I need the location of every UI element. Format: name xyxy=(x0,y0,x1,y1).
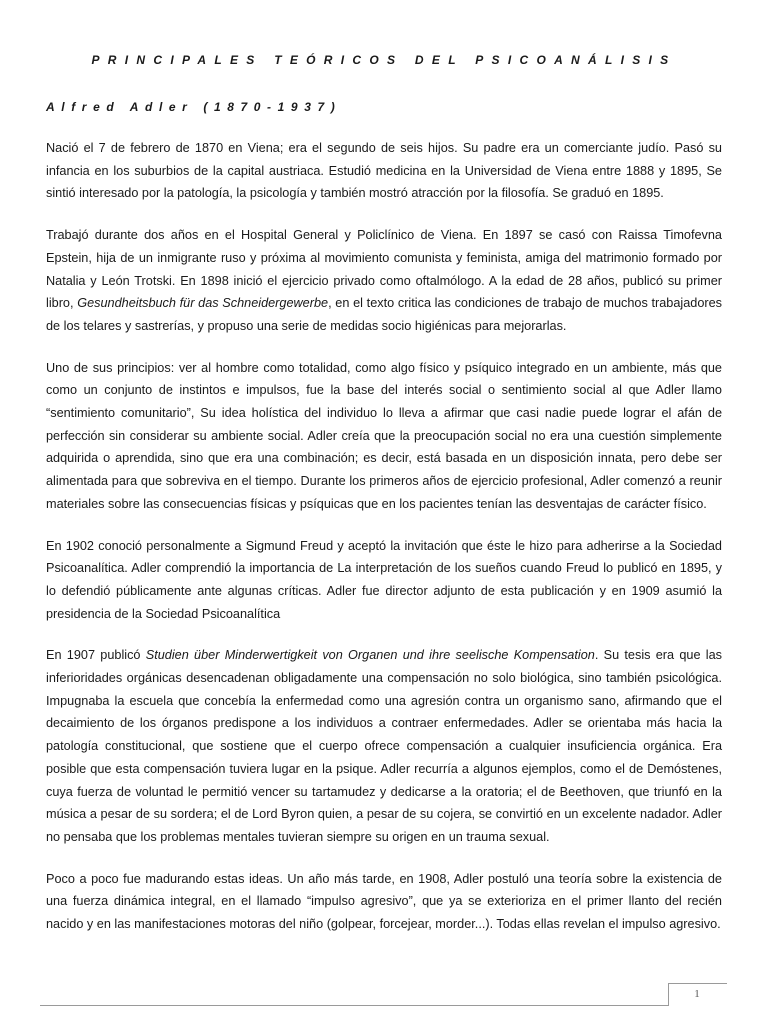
document-title: PRINCIPALES TEÓRICOS DEL PSICOANÁLISIS xyxy=(91,53,677,67)
paragraph-5 xyxy=(46,644,722,848)
paragraph-1: Nació el 7 de febrero de 1870 en Viena; era el segundo de seis hijos. Su padre era un comerciante judío. Pasó su infancia en los suburbios de la capital austriaca. Estudió medicina en la Universidad de Viena entre 1888 y 1895, Se sintió interesado por la patología, la psicología y también mostró atracción por la filosofía. Se graduó en 1895. xyxy=(46,141,722,201)
book-title: Gesundheitsbuch für das Schneidergewerbe xyxy=(77,296,329,311)
page-number: 1 xyxy=(694,988,700,1000)
book-title: Studien über Minderwertigkeit von Organen und ihre seelische Kompensation xyxy=(145,648,595,663)
section-heading: Alfred Adler (1870-1937) xyxy=(46,100,342,114)
footer-rule xyxy=(40,1005,668,1006)
paragraph-6: Poco a poco fue madurando estas ideas. Un año más tarde, en 1908, Adler postuló una teoría sobre la existencia de una fuerza dinámica integral, en el llamado “impulso agresivo”, que ya se exterioriza en el primer llanto del recién nacido y en las manifestaciones motoras del niño (golpear, forcejear, morder...). Todas ellas revelan el impulso agresivo. xyxy=(46,871,722,932)
paragraph-5-text-b: . Su tesis era que las inferioridades orgánicas desencadenan obligadamente una compensación no solo biológica, sino también psicológica. Impugnaba la escuela que concebía la enfermedad como una agresión contra un organismo sano, afirmando que el decaimiento de los órganos predispone a los individuos a contraer enfermedades. Adler se orientaba más hacia la patología constitucional, que sostiene que el cuerpo ofrece compensación a cualquier insuficiencia orgánica. Era posible que esta compensación tuviera lugar en la psique. Adler recurría a algunos ejemplos, como el de Demóstenes, cuya fuerza de voluntad le permitió vencer su tartamudez y dedicarse a la oratoria; el de Beethoven, que triunfó en la música a pesar de su sordera; el de Lord Byron quien, a pesar de su cojera, se convirtió en un excelente nadador. Adler no pensaba que los problemas mentales tuvieran siempre su origen en un trauma sexual. xyxy=(46,648,723,844)
paragraph-5-text-a: En 1907 publicó xyxy=(46,648,146,663)
paragraph-3: Uno de sus principios: ver al hombre como totalidad, como algo físico y psíquico integrado en un ambiente, más que como un conjunto de instintos e impulsos, fue la base del interés social o sentimiento social al que Adler llamo “sentimiento comunitario”, Su idea holística del individuo lo lleva a afirmar que casi nadie puede lograr el afán de perfección sin considerar su ambiente social. Adler creía que la preocupación social no era una cuestión simplemente adquirida o aprendida, sino que era una combinación; es decir, está basada en un disposición innata, pero debe ser alimentada para que sobreviva en el tiempo. Durante los primeros años de ejercicio profesional, Adler comenzó a reunir materiales sobre las consecuencias físicas y psíquicas que en los pacientes tenían las desventajas de carácter físico. xyxy=(46,360,722,511)
paragraph-4: En 1902 conoció personalmente a Sigmund Freud y aceptó la invitación que éste le hizo para adherirse a la Sociedad Psicoanalítica. Adler comprendió la importancia de La interpretación de los sueños cuando Freud lo publicó en 1895, y lo defendió públicamente ante algunas críticas. Adler fue director adjunto de esta publicación y en 1909 asumió la presidencia de la Sociedad Psicoanalítica xyxy=(46,538,722,621)
paragraph-2 xyxy=(46,224,722,338)
document-body xyxy=(46,137,722,955)
paragraph-2-text-a: Trabajó durante dos años en el Hospital General y Policlínico de Viena. En 1897 se casó con Raissa Timofevna Epstein, hija de un inmigrante ruso y próxima al movimiento comunista y feminista, amiga del matrimonio formado por Natalia y León Trotski. En 1898 inició el ejercicio privado como oftalmólogo. A la edad de 28 años, publicó su primer libro, xyxy=(46,228,722,311)
paragraph-2-text-b: , en el texto critica las condiciones de trabajo de muchos trabajadores de los telares y sastrerías, y propuso una serie de medidas socio higiénicas para mejorarlas. xyxy=(46,296,723,333)
